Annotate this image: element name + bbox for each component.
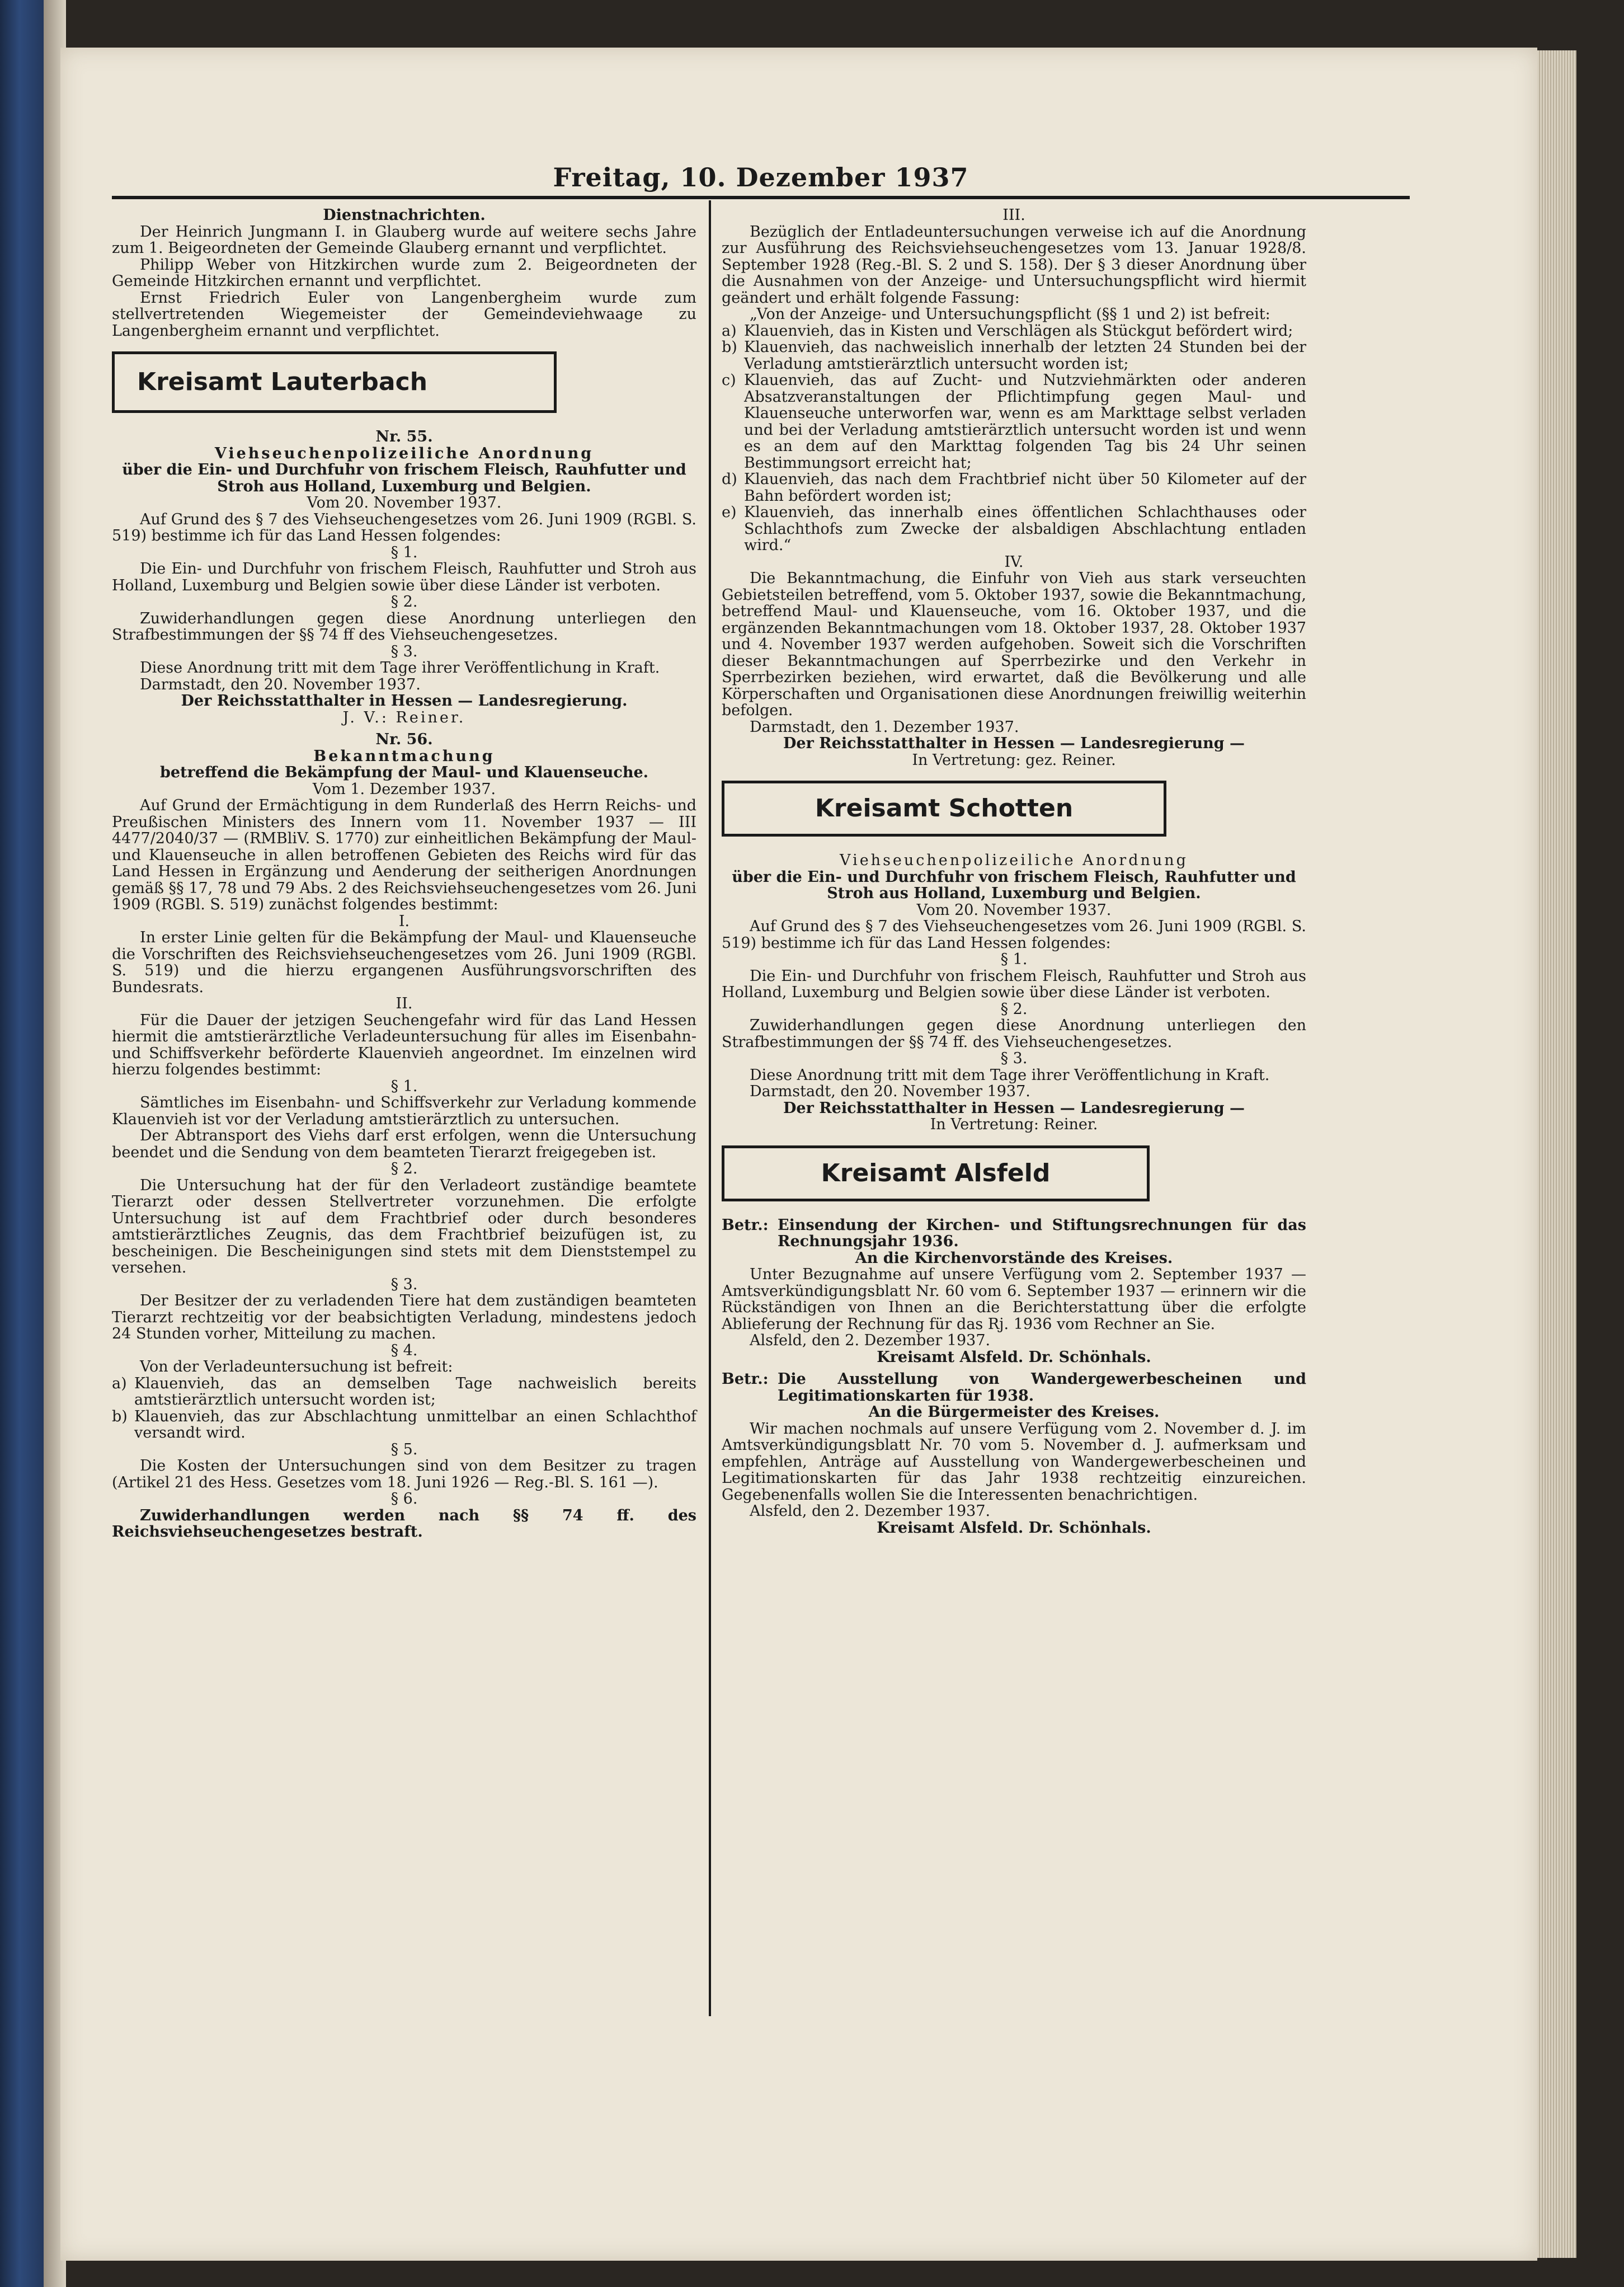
ordinance-heading: Bekanntmachung [313,747,495,765]
paragraph: In erster Linie gelten für die Bekämpfung der Maul- und Klauenseuche die Vorschriften des Reichsviehseuchengesetzes vom 26. Juni 1909 (RGBl. S. 519) und die hierzu ergangenen Ausführungsvorschriften des Bundesrats. [112,929,696,996]
authority: Der Reichsstatthalter in Hessen — Landesregierung. [181,692,628,710]
notice-alsfeld-2 [722,1371,1306,1536]
paragraph: Wir machen nochmals auf unsere Verfügung vom 2. November d. J. im Amtsverkündigungsblatt Nr. 70 vom 5. November d. J. aufmerksam und empfehlen, Anträge auf Ausstellung von Wandergewerbescheinen und Legitimationskarten für das Jahr 1938 rechtzeitig einzureichen. Gegebenenfalls wollen Sie die Interessenten benachrichtigen. [722,1420,1306,1504]
paragraph: Die Kosten der Untersuchungen sind von dem Besitzer zu tragen (Artikel 21 des Hess. Gesetzes vom 18. Juni 1926 — Reg.-Bl. S. 161 —). [112,1457,696,1491]
paragraph: Auf Grund des § 7 des Viehseuchengesetzes vom 26. Juni 1909 (RGBl. S. 519) bestimme ich für das Land Hessen folgendes: [722,918,1306,952]
list-item [722,504,1306,554]
subject-line [722,1371,1306,1404]
list-label: a) [722,322,737,340]
paragraph: Der Heinrich Jungmann I. in Glauberg wurde auf weitere sechs Jahre zum 1. Beigeordneten der Gemeinde Glauberg ernannt und verpflichtet. [112,223,696,257]
section-mark: § 3. [390,1275,418,1293]
subject-text: Die Ausstellung von Wandergewerbescheinen und Legitimationskarten für 1938. [778,1370,1306,1405]
ordinance-schotten [722,852,1306,1133]
exemption-list [722,323,1306,554]
section-mark: § 5. [390,1440,418,1458]
paragraph: Der Besitzer der zu verladenden Tiere hat dem zuständigen beamteten Tierarzt rechtzeitig vor der beabsichtigten Verladung, mindestens jedoch 24 Stunden vorher, Mitteilung zu machen. [112,1292,696,1342]
subject-text: Einsendung der Kirchen- und Stiftungsrechnungen für das Rechnungsjahr 1936. [778,1216,1306,1250]
section-mark: § 6. [390,1490,418,1508]
section-mark: § 1. [390,1077,418,1095]
list-text: Klauenvieh, das an demselben Tage nachweislich bereits amtstierärztlich untersucht worden ist; [134,1374,696,1408]
roman-mark: II. [396,995,413,1012]
left-column [112,207,696,1541]
ordinance-subject: über die Ein- und Durchfuhr von frischem Fleisch, Rauhfutter und Stroh aus Holland, Luxemburg und Belgien. [122,461,686,495]
ordinance-nr56 [112,731,696,1541]
exemption-list [112,1375,696,1441]
list-text: Klauenvieh, das auf Zucht- und Nutzviehmärkten oder anderen Absatzveranstaltungen der Pflichtimpfung gegen Maul- und Klauenseuche unterworfen war, wenn es am Markttage selbst verladen und bei der Verladung amtstierärztlich untersucht worden ist und wenn es an dem auf den Markttag folgenden Tag bis 24 Uhr seinen Bestimmungsort erreicht hat; [744,372,1306,472]
subject-label: Betr.: [722,1370,769,1388]
section-dienstnachrichten [112,207,696,339]
paragraph: Unter Bezugnahme auf unsere Verfügung vom 2. September 1937 — Amtsverkündigungsblatt Nr. 60 vom 6. September 1937 — erinnern wir die Rückständigen von Ihnen an die Berichterstattung über die erfolgte Ablieferung der Rechnung für das Rj. 1936 vom Rechner an Sie. [722,1266,1306,1333]
list-item [112,1408,696,1441]
list-item [722,471,1306,504]
ordinance-nr55 [112,429,696,726]
paragraph: Die Ein- und Durchfuhr von frischem Fleisch, Rauhfutter und Stroh aus Holland, Luxemburg und Belgien sowie über diese Länder ist verboten. [112,560,696,594]
paragraph: Philipp Weber von Hitzkirchen wurde zum 2. Beigeordneten der Gemeinde Hitzkirchen ernannt und verpflichtet. [112,256,696,290]
list-label: d) [722,471,737,488]
signer: In Vertretung: gez. Reiner. [912,751,1116,769]
paragraph: Die Untersuchung hat der für den Verladeort zuständige beamtete Tierarzt oder dessen Stellvertreter vorzunehmen. Die erfolgte Untersuchung ist auf dem Frachtbrief oder durch besonderes amtstierärztliches Zeugnis, das dem Frachtbrief beizufügen ist, zu bescheinigen. Die Bescheinigungen sind stets mit dem Dienststempel zu versehen. [112,1176,696,1276]
ordinance-nr56-continued [722,207,1306,768]
place-date: Darmstadt, den 1. Dezember 1937. [750,718,1019,736]
paragraph: „Von der Anzeige- und Untersuchungspflicht (§§ 1 und 2) ist befreit: [750,306,1270,323]
paragraph: Diese Anordnung tritt mit dem Tage ihrer Veröffentlichung in Kraft. [140,659,660,677]
roman-mark: III. [1002,206,1025,224]
ordinance-number: Nr. 55. [375,428,433,445]
list-item [722,339,1306,372]
section-title: Dienstnachrichten. [323,206,486,224]
ordinance-heading: Viehseuchenpolizeiliche Anordnung [840,852,1188,869]
paragraph: Die Ein- und Durchfuhr von frischem Fleisch, Rauhfutter und Stroh aus Holland, Luxemburg und Belgien sowie über diese Länder ist verboten. [722,967,1306,1001]
place-date: Darmstadt, den 20. November 1937. [140,675,421,693]
list-text: Klauenvieh, das zur Abschlachtung unmittelbar an einen Schlachthof versandt wird. [134,1407,696,1441]
section-mark: § 2. [390,1160,418,1177]
paragraph: Die Bekanntmachung, die Einfuhr von Vieh aus stark verseuchten Gebietsteilen betreffend, vom 5. Oktober 1937, sowie die Bekanntmachung, betreffend Maul- und Klauenseuche, vom 16. Oktober 1937, und die ergänzenden Bekanntmachungen vom 18. Oktober 1937, 28. Oktober 1937 und 4. November 1937 werden aufgehoben. Soweit sich die Vorschriften dieser Bekanntmachungen auf Sperrbezirke und den Verkehr in Sperrbezirken beziehen, wird erwartet, daß die Bevölkerung und alle Körperschaften und Organisationen diese Anordnungen freiwillig weiterhin befolgen. [722,570,1306,719]
notice-alsfeld-1 [722,1217,1306,1366]
section-mark: § 1. [1000,951,1028,968]
paragraph: Zuwiderhandlungen gegen diese Anordnung unterliegen den Strafbestimmungen der §§ 74 ff des Viehseuchengesetzes. [112,609,696,644]
addressee: An die Kirchenvorstände des Kreises. [855,1249,1173,1267]
paragraph: Sämtliches im Eisenbahn- und Schiffsverkehr zur Verladung kommende Klauenvieh ist vor der Verladung amtstierärztlich zu untersuchen. [112,1094,696,1128]
paragraph: Der Abtransport des Viehs darf erst erfolgen, wenn die Untersuchung beendet und die Sendung von dem beamteten Tierarzt freigegeben ist. [112,1127,696,1161]
list-label: e) [722,504,737,521]
ordinance-number: Nr. 56. [375,731,433,748]
paragraph: Auf Grund des § 7 des Viehseuchengesetzes vom 26. Juni 1909 (RGBl. S. 519) bestimme ich für das Land Hessen folgendes: [112,510,696,544]
binding-cloth [0,0,44,2287]
list-text: Klauenvieh, das in Kisten und Verschlägen als Stückgut befördert wird; [744,322,1293,340]
signer: In Vertretung: Reiner. [930,1116,1098,1133]
ordinance-date: Vom 1. Dezember 1937. [312,780,496,798]
paragraph: Bezüglich der Entladeuntersuchungen verweise ich auf die Anordnung zur Ausführung des Reichsviehseuchengesetzes vom 13. Januar 1928/8. September 1928 (Reg.-Bl. S. 2 und S. 158). Der § 3 dieser Anordnung über die Ausnahmen von der Anzeige- und Untersuchungspflicht wird hiermit geändert und erhält folgende Fassung: [722,223,1306,307]
paragraph: Auf Grund der Ermächtigung in dem Runderlaß des Herrn Reichs- und Preußischen Ministers des Innern vom 11. November 1937 — III 4477/2040/37 — (RMBliV. S. 1770) zur einheitlichen Bekämpfung der Maul- und Klauenseuche in allen betroffenen Gebieten des Reichs wird für das Land Hessen in Ergänzung und Aenderung der seitherigen Anordnungen gemäß §§ 17, 78 und 79 Abs. 2 des Reichsviehseuchengesetzes vom 26. Juni 1909 (RGBl. S. 519) zunächst folgendes bestimmt: [112,797,696,913]
section-mark: § 3. [390,642,418,660]
list-label: b) [112,1407,128,1425]
list-text: Klauenvieh, das nach dem Frachtbrief nicht über 50 Kilometer auf der Bahn befördert worden ist; [744,471,1306,505]
page-header [112,162,1410,196]
subject-line [722,1217,1306,1250]
signature: Kreisamt Alsfeld. Dr. Schönhals. [877,1519,1151,1537]
section-mark: § 2. [390,593,418,611]
column-divider [709,200,711,2016]
page-edges [1537,50,1576,2258]
paragraph: Von der Verladeuntersuchung ist befreit: [140,1358,453,1375]
section-mark: § 4. [390,1341,418,1359]
office-heading-alsfeld: Kreisamt Alsfeld [722,1145,1150,1201]
right-column [722,207,1306,1536]
signer: J. V.: Reiner. [342,708,466,726]
paragraph: Für die Dauer der jetzigen Seuchengefahr wird für das Land Hessen hiermit die amtstierärztliche Verladeuntersuchung für alles im Eisenbahn- und Schiffsverkehr beförderte Klauenvieh angeordnet. Im einzelnen wird hierzu folgendes bestimmt: [112,1011,696,1078]
place-date: Alsfeld, den 2. Dezember 1937. [750,1502,991,1520]
authority: Der Reichsstatthalter in Hessen — Landesregierung — [783,735,1245,752]
ordinance-subject: über die Ein- und Durchfuhr von frischem Fleisch, Rauhfutter und Stroh aus Holland, Luxemburg und Belgien. [732,868,1296,902]
section-mark: § 3. [1000,1050,1028,1067]
list-label: b) [722,339,737,356]
signature: Kreisamt Alsfeld. Dr. Schönhals. [877,1348,1151,1366]
addressee: An die Bürgermeister des Kreises. [868,1403,1160,1421]
office-heading-lauterbach: Kreisamt Lauterbach [112,351,557,413]
office-heading-schotten: Kreisamt Schotten [722,781,1166,837]
roman-mark: IV. [1004,553,1024,571]
authority: Der Reichsstatthalter in Hessen — Landesregierung — [783,1099,1245,1117]
list-label: c) [722,372,736,389]
ordinance-heading: Viehseuchenpolizeiliche Anordnung [214,444,594,462]
list-text: Klauenvieh, das innerhalb eines öffentlichen Schlachthauses oder Schlachthofs zum Zwecke der alsbaldigen Abschlachtung entladen wird.“ [744,504,1306,554]
place-date: Darmstadt, den 20. November 1937. [750,1083,1030,1100]
ordinance-date: Vom 20. November 1937. [916,901,1112,919]
issue-date: Freitag, 10. Dezember 1937 [553,162,969,192]
list-item [722,323,1306,340]
list-label: a) [112,1374,127,1392]
paragraph: Diese Anordnung tritt mit dem Tage ihrer Veröffentlichung in Kraft. [750,1066,1270,1084]
paragraph: Zuwiderhandlungen gegen diese Anordnung unterliegen den Strafbestimmungen der §§ 74 ff. des Viehseuchengesetzes. [722,1017,1306,1051]
paragraph: Ernst Friedrich Euler von Langenbergheim wurde zum stellvertretenden Wiegemeister der Gemeindeviehwaage zu Langenbergheim ernannt und verpflichtet. [112,289,696,340]
ordinance-subject: betreffend die Bekämpfung der Maul- und Klauenseuche. [159,764,649,781]
roman-mark: I. [398,912,410,930]
place-date: Alsfeld, den 2. Dezember 1937. [750,1332,991,1349]
list-text: Klauenvieh, das nachweislich innerhalb der letzten 24 Stunden bei der Verladung amtstierärztlich untersucht worden ist; [744,339,1306,373]
paragraph: Zuwiderhandlungen werden nach §§ 74 ff. des Reichsviehseuchengesetzes bestraft. [112,1506,696,1541]
subject-label: Betr.: [722,1216,769,1234]
section-mark: § 1. [390,543,418,561]
ordinance-date: Vom 20. November 1937. [307,494,502,511]
list-item [722,372,1306,471]
section-mark: § 2. [1000,1000,1028,1018]
header-rule [112,196,1410,199]
list-item [112,1375,696,1408]
